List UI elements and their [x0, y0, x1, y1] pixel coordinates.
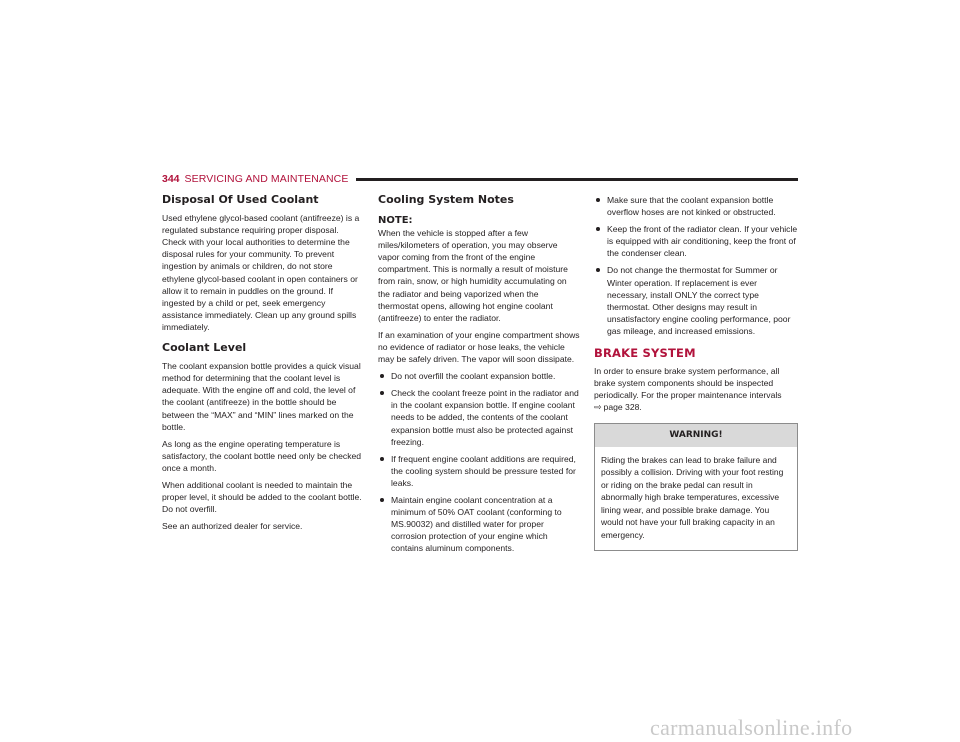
cooling-bullet-list [378, 370, 580, 554]
list-item [594, 264, 798, 337]
list-item [378, 453, 580, 489]
list-item-text: Make sure that the coolant expansion bottle overflow hoses are not kinked or obstructed. [607, 195, 776, 218]
cooling-notes-heading: Cooling System Notes [378, 193, 514, 206]
bullet-icon [380, 391, 384, 395]
bullet-icon [380, 374, 384, 378]
list-item-text: Do not change the thermostat for Summer or Winter operation. If replacement is ever necessary, install ONLY the correct type thermostat. Other designs may result in unsatisfactory engine cooling performance, poor gas mileage, and increased emissions. [607, 265, 791, 336]
column-1 [162, 194, 364, 537]
list-item [594, 223, 798, 259]
page-reference-arrow-icon: ⇨ [594, 402, 602, 413]
column-2 [378, 194, 580, 559]
list-item [378, 387, 580, 447]
header-rule [356, 178, 798, 181]
list-item-text: Maintain engine coolant concentration at a minimum of 50% OAT coolant (conforming to MS.90032) and distilled water for proper corrosion protection of your engine which contains aluminum components. [391, 494, 562, 554]
disposal-paragraph: Used ethylene glycol-based coolant (antifreeze) is a regulated substance requiring proper disposal. Check with your local authorities to determine the disposal rules for your community. To prevent ingestion by animals or children, do not store ethylene glycol-based coolant in open containers or allow it to remain in puddles on the ground. If ingested by a child or pet, seek emergency assistance immediately. Clean up any ground spills immediately. [162, 213, 360, 332]
page-reference-link[interactable]: page 328. [603, 402, 642, 413]
brake-paragraph [594, 365, 798, 413]
bullet-icon [380, 498, 384, 502]
watermark: carmanualsonline.info [650, 715, 853, 740]
page-number: 344 [162, 173, 180, 185]
coolant-level-heading: Coolant Level [162, 341, 247, 355]
coolant-level-paragraph: The coolant expansion bottle provides a quick visual method for determining that the coolant level is adequate. With the engine off and cold, the level of the coolant (antifreeze) in the bottle should be between the “MAX” and “MIN” lines marked on the bottle. [162, 361, 361, 432]
note-label: NOTE: [378, 215, 413, 227]
coolant-level-paragraph: When additional coolant is needed to maintain the proper level, it should be added to the coolant bottle. Do not overfill. [162, 479, 362, 515]
column-3 [594, 194, 798, 551]
bullet-icon [596, 268, 600, 272]
list-item [378, 370, 580, 382]
note-paragraph: When the vehicle is stopped after a few miles/kilometers of operation, you may observe vapor coming from the front of the engine compartment. This is normally a result of moisture from rain, snow, or high humidity accumulating on the radiator and being vaporized when the thermostat opens, allowing hot engine coolant (antifreeze) to enter the radiator. [378, 228, 568, 323]
page-header [162, 172, 798, 186]
brake-paragraph-text: In order to ensure brake system performance, all brake system components should be inspected periodically. For the proper maintenance intervals [594, 366, 782, 401]
bullet-icon [596, 198, 600, 202]
brake-system-heading: BRAKE SYSTEM [594, 346, 696, 361]
list-item [378, 494, 580, 554]
list-item-text: Check the coolant freeze point in the radiator and in the coolant expansion bottle. If engine coolant needs to be added, the contents of the coolant expansion bottle must also be protected against freezing. [391, 388, 579, 447]
disposal-heading: Disposal Of Used Coolant [162, 193, 319, 206]
warning-box [594, 423, 798, 551]
cooling-bullet-list-continued [594, 194, 798, 337]
cooling-paragraph: If an examination of your engine compartment shows no evidence of radiator or hose leaks, the vehicle may be safely driven. The vapor will soon dissipate. [378, 329, 580, 365]
coolant-level-paragraph: See an authorized dealer for service. [162, 521, 303, 532]
bullet-icon [380, 457, 384, 461]
list-item-text: If frequent engine coolant additions are required, the cooling system should be pressure tested for leaks. [391, 453, 576, 488]
warning-title: WARNING! [595, 424, 797, 447]
section-title: SERVICING AND MAINTENANCE [184, 173, 349, 185]
bullet-icon [596, 227, 600, 231]
warning-text: Riding the brakes can lead to brake failure and possibly a collision. Driving with your foot resting or riding on the brake pedal can result in abnormally high brake temperatures, excessive lining wear, and possible brake damage. You would not have your full braking capacity in an emergency. [601, 454, 784, 541]
list-item [594, 194, 798, 218]
list-item-text: Do not overfill the coolant expansion bottle. [391, 371, 556, 382]
list-item-text: Keep the front of the radiator clean. If your vehicle is equipped with air conditioning, keep the front of the condenser clean. [607, 224, 798, 259]
coolant-level-paragraph: As long as the engine operating temperature is satisfactory, the coolant bottle need only be checked once a month. [162, 438, 362, 473]
